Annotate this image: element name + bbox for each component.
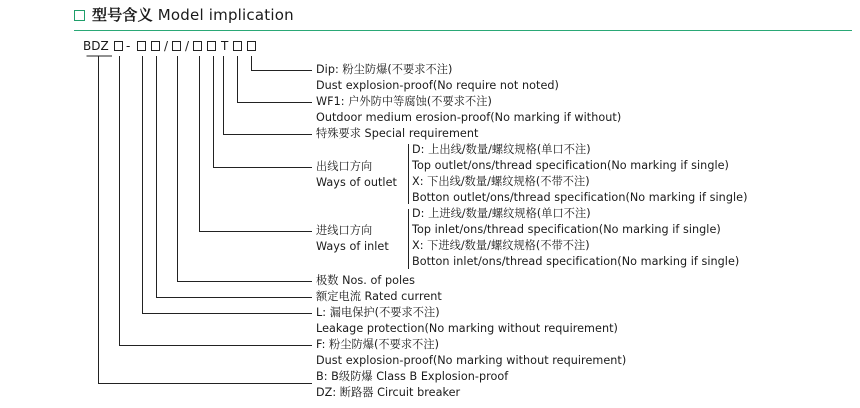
leader-dip (252, 56, 313, 71)
title-chinese: 型号含义 (92, 6, 153, 24)
row-inlet-x-en: Botton inlet/ons/thread specification(No marking if single) (412, 255, 740, 268)
code-dash: - (126, 39, 131, 53)
code-slash-1: / (164, 39, 169, 53)
row-leak-en: Leakage protection(No marking without requirement) (316, 322, 618, 335)
row-poles: 极数 Nos. of poles (316, 274, 415, 287)
row-leak-cn: L: 漏电保护(不要求不注) (316, 306, 440, 319)
row-inlet-en: Ways of inlet (316, 240, 389, 253)
title-english: Model implication (157, 6, 294, 24)
leader-current (157, 56, 313, 298)
row-wf1-cn: WF1: 户外防中等腐蚀(不要求不注) (316, 95, 492, 108)
code-prefix: BDZ (83, 39, 109, 53)
row-outlet-x-cn: X: 下出线/数量/螺纹规格(不带不注) (412, 175, 590, 188)
code-slash-2: / (185, 39, 190, 53)
leader-f (120, 56, 313, 346)
row-outlet-en: Ways of outlet (316, 176, 397, 189)
leader-l (143, 56, 313, 314)
row-dip-cn: Dip: 粉尘防爆(不要求不注) (316, 63, 453, 76)
row-wf1-en: Outdoor medium erosion-proof(No marking if without) (316, 111, 622, 124)
row-outlet-d-en: Top outlet/ons/thread specification(No marking if single) (412, 159, 729, 172)
row-inlet-cn: 进线口方向 (316, 224, 373, 237)
row-f-en: Dust explosion-proof(No marking without requirement) (316, 354, 627, 367)
row-special: 特殊要求 Special requirement (316, 127, 479, 140)
row-f-cn: F: 粉尘防爆(不要求不注) (316, 338, 440, 351)
leader-inlet (200, 56, 313, 232)
row-outlet-x-en: Botton outlet/ons/thread specification(No marking if single) (412, 191, 748, 204)
row-dip-en: Dust explosion-proof(No require not noted) (316, 79, 559, 92)
row-outlet-cn: 出线口方向 (316, 160, 373, 173)
leader-poles (178, 56, 313, 282)
leader-special (224, 56, 313, 135)
row-outlet-d-cn: D: 上出线/数量/螺纹规格(单口不注) (412, 143, 591, 156)
leader-outlet (214, 56, 313, 168)
row-inlet-d-en: Top inlet/ons/thread specification(No marking if single) (412, 223, 721, 236)
code-letter-t: T (221, 39, 229, 53)
row-b: B: B级防爆 Class B Explosion-proof (316, 370, 509, 383)
row-inlet-d-cn: D: 上进线/数量/螺纹规格(单口不注) (412, 207, 591, 220)
row-inlet-x-cn: X: 下进线/数量/螺纹规格(不带不注) (412, 239, 590, 252)
row-dz: DZ: 断路器 Circuit breaker (316, 386, 461, 399)
leader-b-dz (99, 56, 313, 384)
row-current: 额定电流 Rated current (316, 290, 442, 303)
leader-wf1 (238, 56, 313, 103)
